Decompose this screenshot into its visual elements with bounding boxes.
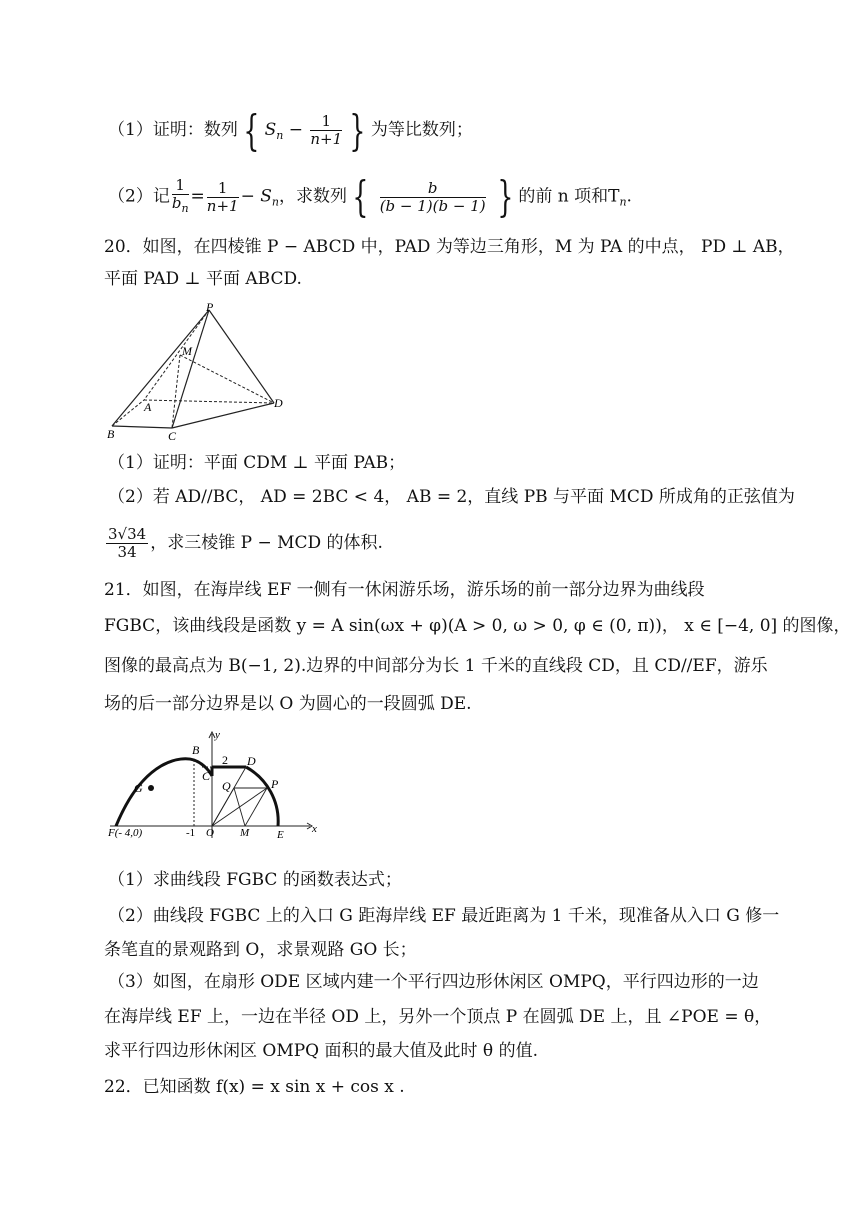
q20-sine-num: 3√34 — [108, 525, 147, 543]
q19-part2-lhs — [172, 177, 189, 217]
label-F: F(- 4,0) — [108, 827, 143, 839]
q19-part1-sub: n — [276, 129, 284, 142]
q19-part2-eq: = — [190, 186, 205, 207]
q20-part2-tail-text: ，求三棱锥 P − MCD 的体积. — [150, 533, 383, 553]
q19-part2-rhs-num: 1 — [207, 180, 239, 198]
q21-part2b: 条笔直的景观路到 O，求景观路 GO 长； — [104, 940, 417, 960]
pyramid-figure — [104, 300, 294, 442]
q19-part2-rhs — [207, 180, 239, 215]
left-brace: { — [243, 105, 260, 155]
right-brace-2: } — [496, 172, 513, 221]
q19-part2-minusS: − S — [240, 186, 272, 207]
q20-line2: 平面 PAD ⊥ 平面 ABCD. — [104, 269, 302, 289]
label-Q: Q — [222, 779, 231, 793]
q19-part1-minus: − — [288, 120, 303, 140]
q21-line2: FGBC，该曲线段是函数 y = A sin(ωx + φ)(A > 0, ω > 0, φ ∈ (0, π))， x ∈ [−4, 0] 的图像， — [104, 616, 851, 636]
q19-part2-seq-num: b — [380, 180, 486, 198]
q19-part2 — [108, 172, 632, 221]
label-x: x — [312, 823, 317, 835]
label-O: O — [206, 827, 214, 839]
q19-part2-sub: n — [271, 195, 279, 209]
q19-part2-end: . — [626, 186, 632, 207]
label-C2: C — [202, 769, 211, 783]
label-M2: M — [240, 827, 250, 839]
label-M: M — [182, 344, 192, 358]
q19-part1-fraction — [310, 113, 342, 148]
label-E: E — [277, 829, 284, 841]
q19-part1-num: 1 — [310, 113, 342, 131]
label-G: G — [134, 781, 143, 795]
label-neg1: -1 — [186, 827, 196, 839]
q20-part1: （1）证明：平面 CDM ⊥ 平面 PAB； — [108, 453, 406, 473]
label-two: 2 — [222, 753, 228, 767]
q21-part2a: （2）曲线段 FGBC 上的入口 G 距海岸线 EF 最近距离为 1 千米，现准备从入口 G 修一 — [108, 906, 780, 926]
q19-part2-seq-fraction — [380, 180, 486, 215]
q22-line1: 22．已知函数 f(x) = x sin x + cos x . — [104, 1077, 405, 1097]
q19-part2-rhs-den: n+1 — [206, 196, 239, 215]
label-B: B — [107, 427, 115, 441]
label-P2: P — [271, 777, 279, 791]
label-C: C — [168, 429, 177, 442]
q20-line1: 20．如图，在四棱锥 P − ABCD 中，PAD 为等边三角形，M 为 PA 的中点， PD ⊥ AB， — [104, 237, 795, 257]
q20-sine-fraction — [106, 526, 148, 561]
q21-part3a: （3）如图，在扇形 ODE 区域内建一个平行四边形休闲区 OMPQ，平行四边形的一边 — [108, 972, 759, 992]
q19-part1-den: n+1 — [310, 130, 343, 148]
q21-part1: （1）求曲线段 FGBC 的函数表达式； — [108, 870, 402, 890]
q19-part2-prefix: （2）记 — [108, 186, 170, 207]
q20-part2-tail — [104, 526, 383, 561]
label-P: P — [206, 300, 214, 314]
q19-part2-suffix: 的前 n 项和T — [518, 186, 620, 207]
q21-part3c: 求平行四边形休闲区 OMPQ 面积的最大值及此时 θ 的值. — [104, 1041, 538, 1061]
q21-line1: 21．如图，在海岸线 EF 一侧有一休闲游乐场，游乐场的前一部分边界为曲线段 — [104, 580, 705, 600]
left-brace-2: { — [352, 172, 369, 221]
q20-sine-den: 34 — [117, 543, 137, 561]
label-D: D — [274, 396, 283, 410]
q19-part1-prefix: （1）证明：数列 — [108, 120, 238, 140]
q19-part1-suffix: 为等比数列； — [370, 120, 473, 140]
q19-part1-S: S — [264, 120, 277, 140]
q20-part2: （2）若 AD//BC， AD = 2BC < 4， AB = 2，直线 PB 与平面 MCD 所成角的正弦值为 — [108, 487, 795, 507]
label-y: y — [215, 729, 220, 741]
coastline-figure — [104, 728, 324, 844]
right-brace: } — [349, 105, 366, 155]
q21-line3: 图像的最高点为 B(−1, 2).边界的中间部分为长 1 千米的直线段 CD，且 CD//EF，游乐 — [104, 656, 768, 676]
label-D2: D — [247, 754, 256, 768]
q21-part3b: 在海岸线 EF 上，一边在半径 OD 上，另外一个顶点 P 在圆弧 DE 上，且 ∠POE = θ， — [104, 1007, 772, 1027]
q19-part2-lhs-num: 1 — [172, 177, 189, 195]
q21-line4: 场的后一部分边界是以 O 为圆心的一段圆弧 DE. — [104, 694, 472, 714]
q19-part2-mid: ，求数列 — [278, 186, 347, 207]
label-A: A — [144, 400, 152, 414]
q19-part2-seq-den: (b − 1)(b − 1) — [379, 196, 486, 215]
label-B2: B — [192, 743, 200, 757]
q19-part1 — [108, 105, 473, 155]
q19-part2-sub2: n — [619, 195, 627, 209]
q19-part2-lhs-den: $b_n$ — [171, 194, 189, 215]
